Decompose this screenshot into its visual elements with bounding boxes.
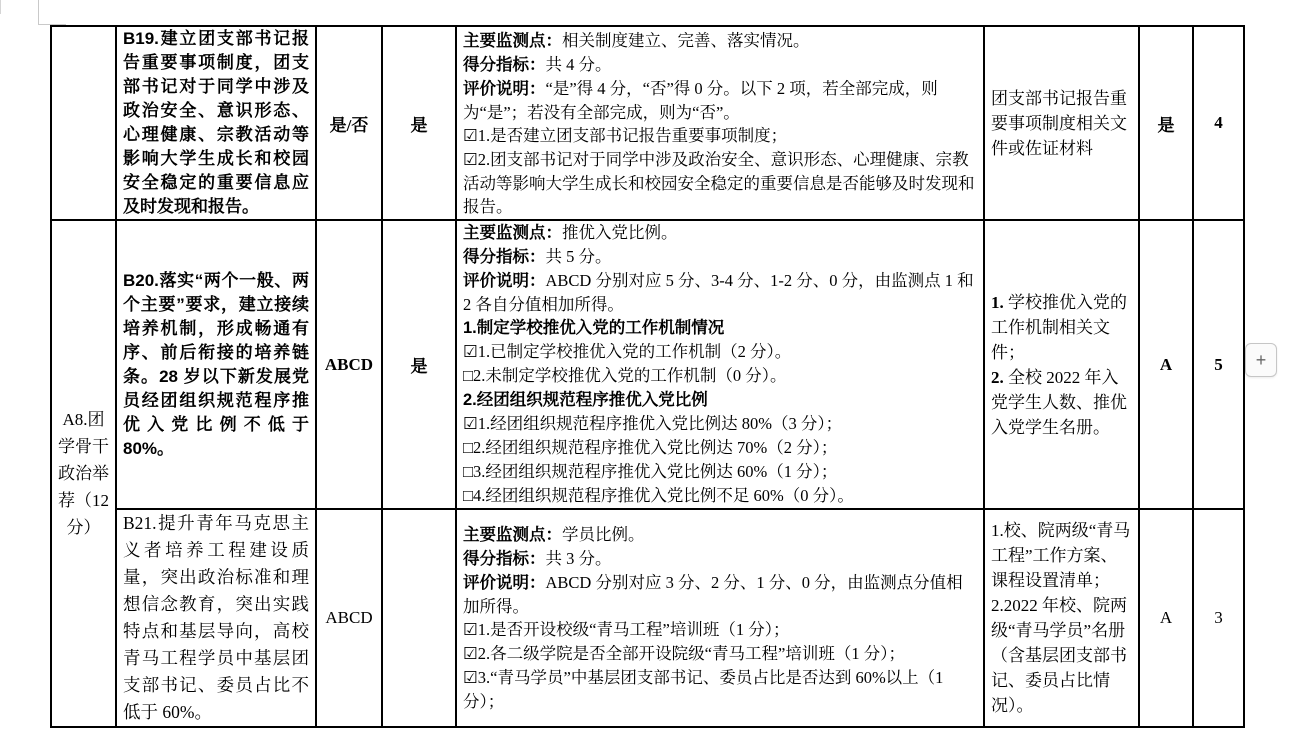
checklist-item: □3.经团组织规范程序推优入党比例达 60%（1 分）； xyxy=(463,462,838,481)
detail-line: 得分指标：共 4 分。 xyxy=(463,54,612,74)
page-edge-mark xyxy=(0,0,1,14)
section-cell-empty[interactable] xyxy=(51,26,116,220)
detail-line: 主要监测点：学员比例。 xyxy=(463,525,645,544)
material-item: 1.校、院两级“青马工程”工作方案、课程设置清单； xyxy=(991,521,1131,590)
monitor-detail-cell[interactable] xyxy=(456,509,984,727)
detail-subheading: 2.经团组织规范程序推优入党比例 xyxy=(463,391,708,409)
table-row xyxy=(51,220,1244,509)
checklist-item: □2.未制定学校推优入党的工作机制（0 分）。 xyxy=(463,366,787,385)
checklist-item: ☑1.是否开设校级“青马工程”培训班（1 分）； xyxy=(463,620,790,639)
checklist-item: ☑1.是否建立团支部书记报告重要事项制度； xyxy=(463,125,788,145)
section-cell-a8[interactable]: A8.团学骨干政治举荐（12分） xyxy=(51,220,116,727)
score-cell[interactable]: 4 xyxy=(1193,26,1244,220)
detail-line: 主要监测点：相关制度建立、完善、落实情况。 xyxy=(463,30,810,50)
grade-type-cell[interactable]: ABCD xyxy=(316,220,382,509)
checklist-item: ☑1.经团组织规范程序推优入党比例达 80%（3 分）； xyxy=(463,414,843,433)
table-row xyxy=(51,26,1244,220)
evaluation-table xyxy=(50,25,1245,728)
checklist-item: □4.经团组织规范程序推优入党比例不足 60%（0 分）。 xyxy=(463,486,854,505)
detail-line: 主要监测点：推优入党比例。 xyxy=(463,223,678,242)
score-cell[interactable]: 5 xyxy=(1193,220,1244,509)
material-item: 2. 全校 2022 年入党学生人数、推优入党学生名册。 xyxy=(991,367,1127,437)
materials-cell[interactable] xyxy=(984,26,1139,220)
checklist-item: ☑3.“青马学员”中基层团支部书记、委员占比是否达到 60%以上（1 分）； xyxy=(463,668,944,711)
score-cell[interactable]: 3 xyxy=(1193,509,1244,727)
monitor-detail-cell[interactable] xyxy=(456,26,984,220)
result-cell[interactable]: 是 xyxy=(1139,26,1193,220)
detail-subheading: 1.制定学校推优入党的工作机制情况 xyxy=(463,319,725,337)
table-row xyxy=(51,509,1244,727)
monitor-detail-cell[interactable] xyxy=(456,220,984,509)
insert-row-button[interactable]: + xyxy=(1245,343,1277,377)
materials-cell[interactable] xyxy=(984,220,1139,509)
grade-type-cell[interactable]: 是/否 xyxy=(316,26,382,220)
result-cell[interactable]: A xyxy=(1139,509,1193,727)
material-item: 团支部书记报告重要事项制度相关文件或佐证材料 xyxy=(991,88,1127,158)
criteria-cell[interactable]: B21.提升青年马克思主义者培养工程建设质量，突出政治标准和理想信念教育，突出实践特点和基层导向，高校青马工程学员中基层团支部书记、委员占比不低于 60%。 xyxy=(116,509,316,727)
materials-cell[interactable] xyxy=(984,509,1139,727)
self-report-cell[interactable]: 是 xyxy=(382,26,456,220)
checklist-item: ☑1.已制定学校推优入党的工作机制（2 分）。 xyxy=(463,342,792,361)
checklist-item: ☑2.团支部书记对于同学中涉及政治安全、意识形态、心理健康、宗教活动等影响大学生成长和校园安全稳定的重要信息是否能够及时发现和报告。 xyxy=(463,149,975,216)
criteria-cell[interactable]: B19.建立团支部书记报告重要事项制度，团支部书记对于同学中涉及政治安全、意识形态、心理健康、宗教活动等影响大学生成长和校园安全稳定的重要信息应及时发现和报告。 xyxy=(116,26,316,220)
checklist-item: ☑2.各二级学院是否全部开设院级“青马工程”培训班（1 分）； xyxy=(463,644,905,663)
result-cell[interactable]: A xyxy=(1139,220,1193,509)
detail-line: 评价说明：ABCD 分别对应 5 分、3-4 分、1-2 分、0 分，由监测点 1 和 2 各自分值相加所得。 xyxy=(463,271,974,314)
detail-line: 得分指标：共 5 分。 xyxy=(463,247,612,266)
material-item: 1. 学校推优入党的工作机制相关文件； xyxy=(991,292,1127,362)
page-margin-corner-mark xyxy=(38,0,39,24)
grade-type-cell[interactable]: ABCD xyxy=(316,509,382,727)
self-report-cell[interactable] xyxy=(382,509,456,727)
self-report-cell[interactable]: 是 xyxy=(382,220,456,509)
detail-line: 评价说明：ABCD 分别对应 3 分、2 分、1 分、0 分，由监测点分值相加所得。 xyxy=(463,573,963,616)
detail-line: 评价说明：“是”得 4 分，“否”得 0 分。以下 2 项，若全部完成，则为“是”；若没有全部完成，则为“否”。 xyxy=(463,78,938,122)
criteria-cell[interactable]: B20.落实“两个一般、两个主要”要求，建立接续培养机制，形成畅通有序、前后衔接的培养链条。28 岁以下新发展党员经团组织规范程序推优入党比例不低于80%。 xyxy=(116,220,316,509)
detail-line: 得分指标：共 3 分。 xyxy=(463,549,612,568)
checklist-item: □2.经团组织规范程序推优入党比例达 70%（2 分）； xyxy=(463,438,838,457)
material-item: 2.2022 年校、院两级“青马学员”名册（含基层团支部书记、委员占比情况）。 xyxy=(991,596,1127,715)
